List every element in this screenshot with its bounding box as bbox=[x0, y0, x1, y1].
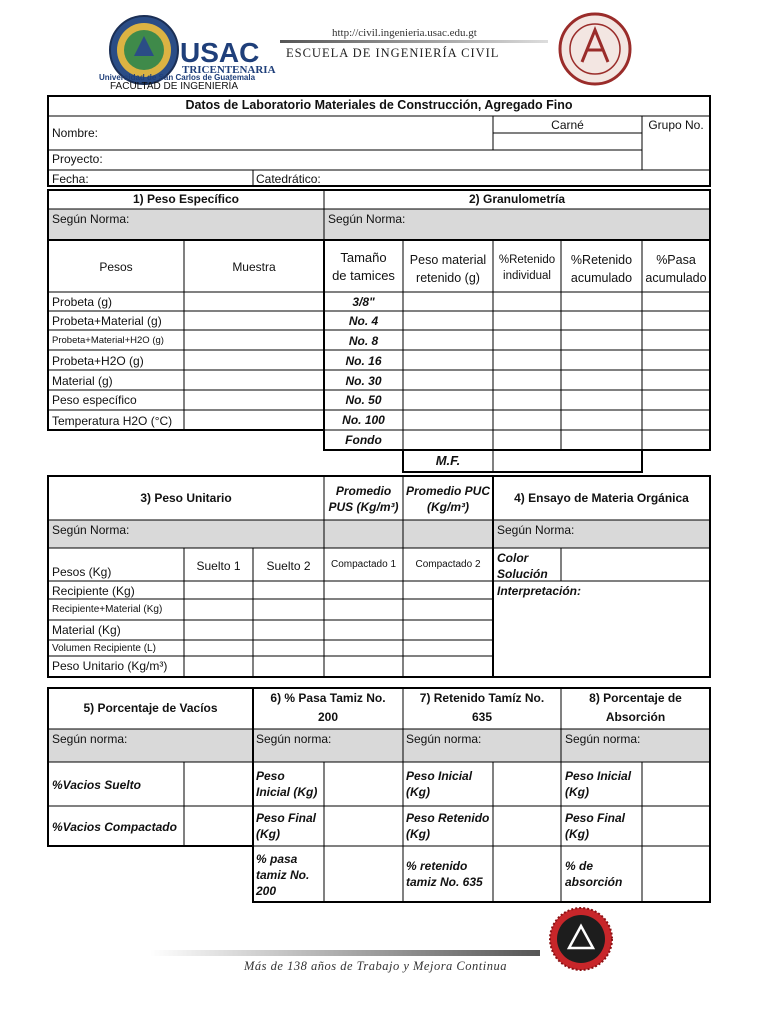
s6-r1: Peso bbox=[256, 769, 285, 783]
s3-suelto1: Suelto 1 bbox=[196, 559, 241, 573]
s8-r1: Peso Inicial bbox=[565, 769, 632, 783]
s4-color: Color bbox=[497, 551, 529, 565]
usac-wordmark: USAC bbox=[180, 37, 260, 68]
s2-title: 2) Granulometría bbox=[468, 192, 566, 206]
s8-title: 8) Porcentaje de bbox=[589, 691, 682, 705]
s1-row-label: Probeta+Material (g) bbox=[52, 314, 162, 328]
s3-suelto2: Suelto 2 bbox=[266, 559, 311, 573]
s6-r2: (Kg) bbox=[256, 827, 280, 841]
s7-title: 7) Retenido Tamíz No. bbox=[419, 691, 545, 705]
grupo-label: Grupo No. bbox=[648, 118, 704, 132]
s2-norma: Según Norma: bbox=[328, 212, 406, 226]
footer-motto: Más de 138 años de Trabajo y Mejora Continua bbox=[244, 959, 507, 973]
nombre-label: Nombre: bbox=[52, 126, 99, 140]
s8-norma: Según norma: bbox=[565, 732, 641, 746]
proyecto-label: Proyecto: bbox=[52, 152, 103, 166]
faculty-name: FACULTAD DE INGENIERÍA bbox=[110, 81, 238, 92]
s6-title: 200 bbox=[317, 710, 339, 724]
sieve-label: No. 100 bbox=[342, 413, 385, 427]
header-url: http://civil.ingenieria.usac.edu.gt bbox=[332, 27, 477, 39]
sieve-label: No. 4 bbox=[348, 314, 379, 328]
s3-norma: Según Norma: bbox=[52, 523, 130, 537]
s2-h-pasa: acumulado bbox=[645, 271, 707, 285]
s1-col-pesos: Pesos bbox=[99, 260, 133, 274]
s2-h-tamano: Tamaño bbox=[340, 250, 387, 265]
s2-h-ret-ind: %Retenido bbox=[498, 254, 556, 266]
s6-r1: Inicial (Kg) bbox=[256, 785, 318, 799]
proyecto-field[interactable] bbox=[112, 151, 641, 169]
s8-r1: (Kg) bbox=[565, 785, 589, 799]
s3-row-label: Material (Kg) bbox=[52, 623, 121, 637]
s3-comp2: Compactado 2 bbox=[415, 559, 481, 570]
sieve-label: No. 50 bbox=[345, 393, 382, 407]
s7-r2: Peso Retenido bbox=[406, 811, 490, 825]
s8-r3: absorción bbox=[565, 875, 623, 889]
s1-col-muestra: Muestra bbox=[232, 260, 276, 274]
sieve-label: 3/8" bbox=[352, 295, 375, 309]
s2-h-peso: Peso material bbox=[409, 253, 487, 267]
s3-row-label: Volumen Recipiente (L) bbox=[52, 643, 156, 654]
s4-norma: Según Norma: bbox=[497, 523, 575, 537]
s1-row-label: Peso específico bbox=[52, 393, 137, 407]
s7-r3: % retenido bbox=[406, 859, 468, 873]
catedratico-field[interactable] bbox=[326, 171, 709, 185]
s3-pesos: Pesos (Kg) bbox=[52, 565, 112, 579]
s7-r1: Peso Inicial bbox=[406, 769, 473, 783]
s5-compactado: %Vacios Compactado bbox=[52, 820, 177, 834]
s1-row-label: Probeta (g) bbox=[52, 295, 113, 309]
s8-r2: Peso Final bbox=[565, 811, 626, 825]
s6-r2: Peso Final bbox=[256, 811, 317, 825]
sieve-label: No. 30 bbox=[345, 374, 382, 388]
s3-row-label: Recipiente+Material (Kg) bbox=[52, 604, 163, 615]
fecha-label: Fecha: bbox=[52, 172, 89, 186]
s4-title: 4) Ensayo de Materia Orgánica bbox=[514, 491, 689, 505]
s2-h-ret-acu: %Retenido bbox=[570, 253, 633, 267]
s3-row-label: Recipiente (Kg) bbox=[52, 584, 135, 598]
sieve-label: No. 16 bbox=[345, 354, 382, 368]
s3-pus: PUS (Kg/m³) bbox=[328, 500, 399, 514]
s6-norma: Según norma: bbox=[256, 732, 332, 746]
sieve-label: No. 8 bbox=[348, 334, 379, 348]
s6-r3: % pasa bbox=[256, 852, 298, 866]
s5-norma: Según norma: bbox=[52, 732, 128, 746]
s1-row-label: Temperatura H2O (°C) bbox=[52, 414, 173, 428]
s6-title: 6) % Pasa Tamiz No. bbox=[270, 691, 386, 705]
grupo-field[interactable] bbox=[643, 134, 709, 169]
s8-r3: % de bbox=[565, 859, 594, 873]
sieve-label: Fondo bbox=[345, 433, 382, 447]
s5-suelto: %Vacios Suelto bbox=[52, 778, 141, 792]
s3-puc: (Kg/m³) bbox=[427, 500, 469, 514]
s1-title: 1) Peso Específico bbox=[132, 192, 240, 206]
s7-title: 635 bbox=[471, 710, 493, 724]
mf-field[interactable] bbox=[494, 451, 641, 471]
s4-interpretacion: Interpretación: bbox=[497, 584, 582, 598]
s7-r1: (Kg) bbox=[406, 785, 430, 799]
catedratico-label: Catedrático: bbox=[256, 172, 321, 186]
s1-row-label: Material (g) bbox=[52, 374, 113, 388]
s3-comp1: Compactado 1 bbox=[330, 559, 397, 570]
s2-h-ret-ind: individual bbox=[503, 270, 551, 282]
s7-r2: (Kg) bbox=[406, 827, 430, 841]
s6-r3: 200 bbox=[256, 884, 277, 898]
university-name: Universidad de San Carlos de Guatemala bbox=[99, 73, 256, 82]
carne-field[interactable] bbox=[494, 134, 641, 149]
nombre-field[interactable] bbox=[100, 118, 492, 149]
color-solucion-field[interactable] bbox=[562, 549, 709, 580]
form-title: Datos de Laboratorio Materiales de Construcción, Agregado Fino bbox=[185, 98, 573, 112]
mf-label: M.F. bbox=[435, 453, 461, 468]
s2-h-ret-acu: acumulado bbox=[570, 271, 633, 285]
s1-norma: Según Norma: bbox=[52, 212, 130, 226]
s2-h-pasa: %Pasa bbox=[656, 253, 696, 267]
s2-h-tamano: de tamices bbox=[332, 268, 395, 283]
s2-h-peso: retenido (g) bbox=[416, 271, 480, 285]
s1-row-label: Probeta+H2O (g) bbox=[52, 354, 144, 368]
s1-row-label: Probeta+Material+H2O (g) bbox=[52, 335, 164, 346]
s3-title: 3) Peso Unitario bbox=[140, 491, 232, 505]
school-name: ESCUELA DE INGENIERÍA CIVIL bbox=[286, 46, 500, 60]
tricentenaria-label: TRICENTENARIA bbox=[182, 64, 276, 76]
accreditation-seal-icon bbox=[548, 906, 614, 972]
s7-norma: Según norma: bbox=[406, 732, 482, 746]
s3-pus: Promedio bbox=[335, 484, 392, 498]
carne-label: Carné bbox=[551, 118, 584, 132]
s7-r3: tamiz No. 635 bbox=[406, 875, 483, 889]
fecha-field[interactable] bbox=[92, 171, 252, 185]
s4-solucion: Solución bbox=[497, 567, 548, 581]
footer-rule bbox=[150, 950, 540, 956]
s3-row-label: Peso Unitario (Kg/m³) bbox=[52, 659, 168, 673]
s3-puc: Promedio PUC bbox=[405, 484, 490, 498]
s8-title: Absorción bbox=[605, 710, 666, 724]
s6-r3: tamiz No. bbox=[256, 868, 310, 882]
s5-title: 5) Porcentaje de Vacíos bbox=[83, 701, 218, 715]
s8-r2: (Kg) bbox=[565, 827, 589, 841]
